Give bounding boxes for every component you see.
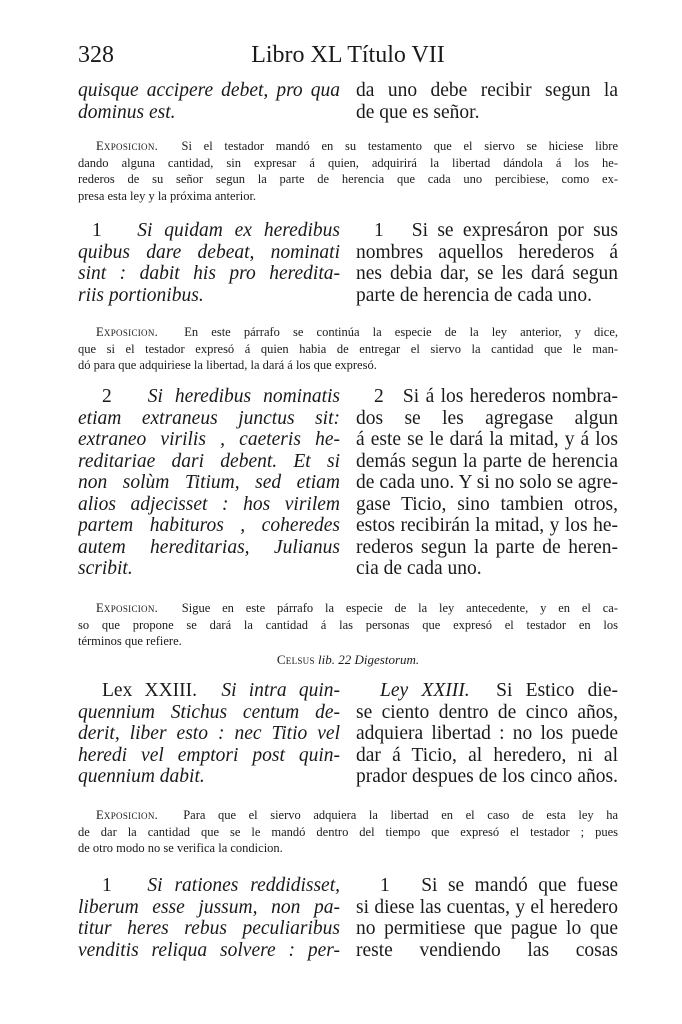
latin-line: sint : dabit his pro heredita-: [78, 263, 340, 284]
latin-line: venditis reliqua solvere : per-: [78, 939, 340, 961]
spanish-line: se ciento dentro de cinco años,: [356, 701, 618, 723]
exposicion-3: [78, 600, 618, 650]
spanish-column: [356, 80, 618, 123]
spanish-line: rederos segun la parte de heren-: [356, 536, 618, 558]
latin-line: riis portionibus.: [78, 284, 204, 306]
latin-line: quisque accipere debet, pro qua: [78, 80, 340, 101]
exposicion-label: Exposicion.: [96, 325, 159, 339]
latin-line: dominus est.: [78, 101, 176, 123]
exposicion-label: Exposicion.: [96, 808, 159, 822]
spanish-line: Si á los herederos nombra-: [402, 386, 618, 407]
spanish-line: de que es señor.: [356, 101, 480, 123]
spanish-line: dos se les agregase algun: [356, 407, 618, 429]
latin-line: Si heredibus nominatis: [147, 386, 340, 407]
spanish-line: estos recibirán la mitad, y los he-: [356, 515, 618, 536]
spanish-line: da uno debe recibir segun la: [356, 80, 618, 101]
exposicion-text: términos que refiere.: [78, 634, 182, 648]
latin-line: heredi vel emptori post quin-: [78, 744, 340, 766]
page-number: 328: [78, 42, 114, 68]
paragraph-number: 1: [102, 875, 112, 896]
exposicion-text: presa esta ley y la próxima anterior.: [78, 188, 257, 203]
exposicion-label: Exposicion.: [96, 139, 159, 153]
spanish-line: adquiera libertad : no los puede: [356, 723, 618, 744]
latin-line: quibus dare debeat, nominati: [78, 241, 340, 263]
latin-line: titur heres rebus peculiaribus: [78, 918, 340, 939]
source-author: Celsus: [276, 652, 315, 667]
latin-line: partem habituros , coheredes: [78, 515, 340, 536]
law-heading: Ley XXIII.: [380, 680, 470, 701]
text-block-1: [78, 220, 618, 310]
latin-line: etiam extraneus junctus sit:: [78, 407, 340, 429]
paragraph-number: 2: [102, 386, 112, 407]
spanish-line: Si Estico die-: [496, 680, 618, 701]
spanish-line: á este se le dará la mitad, y á los: [356, 429, 618, 450]
latin-line: alios adjecisset : hos virilem: [78, 493, 340, 515]
law-heading: Lex XXIII.: [102, 680, 198, 701]
text-block-4: [78, 875, 618, 967]
latin-line: derit, liber esto : nec Titio vel: [78, 723, 340, 744]
spanish-line: si diese las cuentas, y el heredero: [356, 896, 618, 918]
exposicion-text: Sigue en este párrafo la especie de la ley antecedente, y en el ca-: [181, 601, 618, 615]
paragraph-number: 1: [380, 875, 390, 896]
spanish-line: prador despues de los cinco años.: [356, 766, 618, 787]
spanish-line: gase Ticio, sino tambien otros,: [356, 493, 618, 515]
exposicion-text: Para que el siervo adquiera la libertad en el caso de esta ley ha: [183, 808, 618, 822]
spanish-line: dar á Ticio, al heredero, ni al: [356, 744, 618, 766]
spanish-line: cia de cada uno.: [356, 558, 482, 579]
text-block-3: [78, 680, 618, 792]
latin-column: [78, 80, 340, 123]
latin-line: non solùm Titium, sed etiam: [78, 472, 340, 493]
spanish-line: parte de herencia de cada uno.: [356, 284, 593, 306]
exposicion-text: de dar la cantidad que se le mandó dentro del tiempo que expresó el testador ; pues: [78, 824, 618, 839]
latin-column: [78, 680, 340, 788]
latin-line: quennium Stichus centum de-: [78, 701, 340, 723]
latin-line: quennium dabit.: [78, 766, 205, 787]
spanish-line: reste vendiendo las cosas: [356, 939, 618, 961]
exposicion-label: Exposicion.: [96, 601, 159, 615]
spanish-line: de cada uno. Y si no solo se agre-: [356, 472, 618, 493]
spanish-column: [356, 386, 618, 580]
latin-line: Si rationes reddidisset,: [147, 875, 340, 896]
latin-column: [78, 875, 340, 961]
latin-line: Si quidam ex heredibus: [137, 220, 340, 241]
exposicion-text: En este párrafo se continúa la especie de la ley anterior, y dice,: [184, 325, 618, 339]
exposicion-text: que si el testador expresó á quien habia de entregar el siervo la cantidad que le man-: [78, 341, 618, 356]
spanish-column: [356, 875, 618, 961]
source-reference: lib. 22 Digestorum.: [318, 652, 420, 667]
paragraph-number: 2: [374, 386, 384, 407]
latin-line: reditariae dari debent. Et si: [78, 450, 340, 472]
latin-line: extraneo virilis , caeteris he-: [78, 429, 340, 450]
latin-line: Si intra quin-: [221, 680, 340, 701]
exposicion-4: [78, 807, 618, 857]
exposicion-1: [78, 138, 618, 204]
spanish-line: Si se expresáron por sus: [411, 220, 618, 241]
spanish-column: [356, 680, 618, 788]
exposicion-text: Si el testador mandó en su testamento que el siervo se hiciese libre: [181, 139, 618, 153]
page-header: [78, 42, 618, 72]
spanish-line: demás segun la parte de herencia: [356, 450, 618, 472]
latin-line: scribit.: [78, 558, 133, 579]
spanish-line: nes debia dar, se les dará segun: [356, 263, 618, 284]
spanish-line: no permitiese que pague lo que: [356, 918, 618, 939]
latin-column: [78, 220, 340, 306]
paragraph-number: 1: [92, 220, 102, 241]
spanish-line: nombres aquellos herederos á: [356, 241, 618, 263]
exposicion-text: dó para que adquiriese la libertad, la dará á los que expresó.: [78, 358, 377, 372]
exposicion-text: rederos de su señor segun la parte de herencia que cada uno percibiese, como ex-: [78, 172, 618, 186]
exposicion-text: so que propone se dará la cantidad á las personas que expresó el testador en los: [78, 617, 618, 632]
exposicion-text: dando alguna cantidad, sin expresar á quien, adquirirá la libertad dándola á los he-: [78, 155, 618, 170]
text-block-2: [78, 386, 618, 584]
exposicion-2: [78, 324, 618, 374]
exposicion-text: de otro modo no se verifica la condicion.: [78, 841, 283, 855]
source-citation: [78, 652, 618, 668]
paragraph-number: 1: [374, 220, 384, 241]
latin-column: [78, 386, 340, 580]
text-block-0: [78, 80, 618, 126]
running-title: Libro XL Título VII: [251, 42, 445, 68]
spanish-column: [356, 220, 618, 306]
latin-line: liberum esse jussum, non pa-: [78, 896, 340, 918]
spanish-line: Si se mandó que fuese: [421, 875, 618, 896]
latin-line: autem hereditarias, Julianus: [78, 536, 340, 558]
